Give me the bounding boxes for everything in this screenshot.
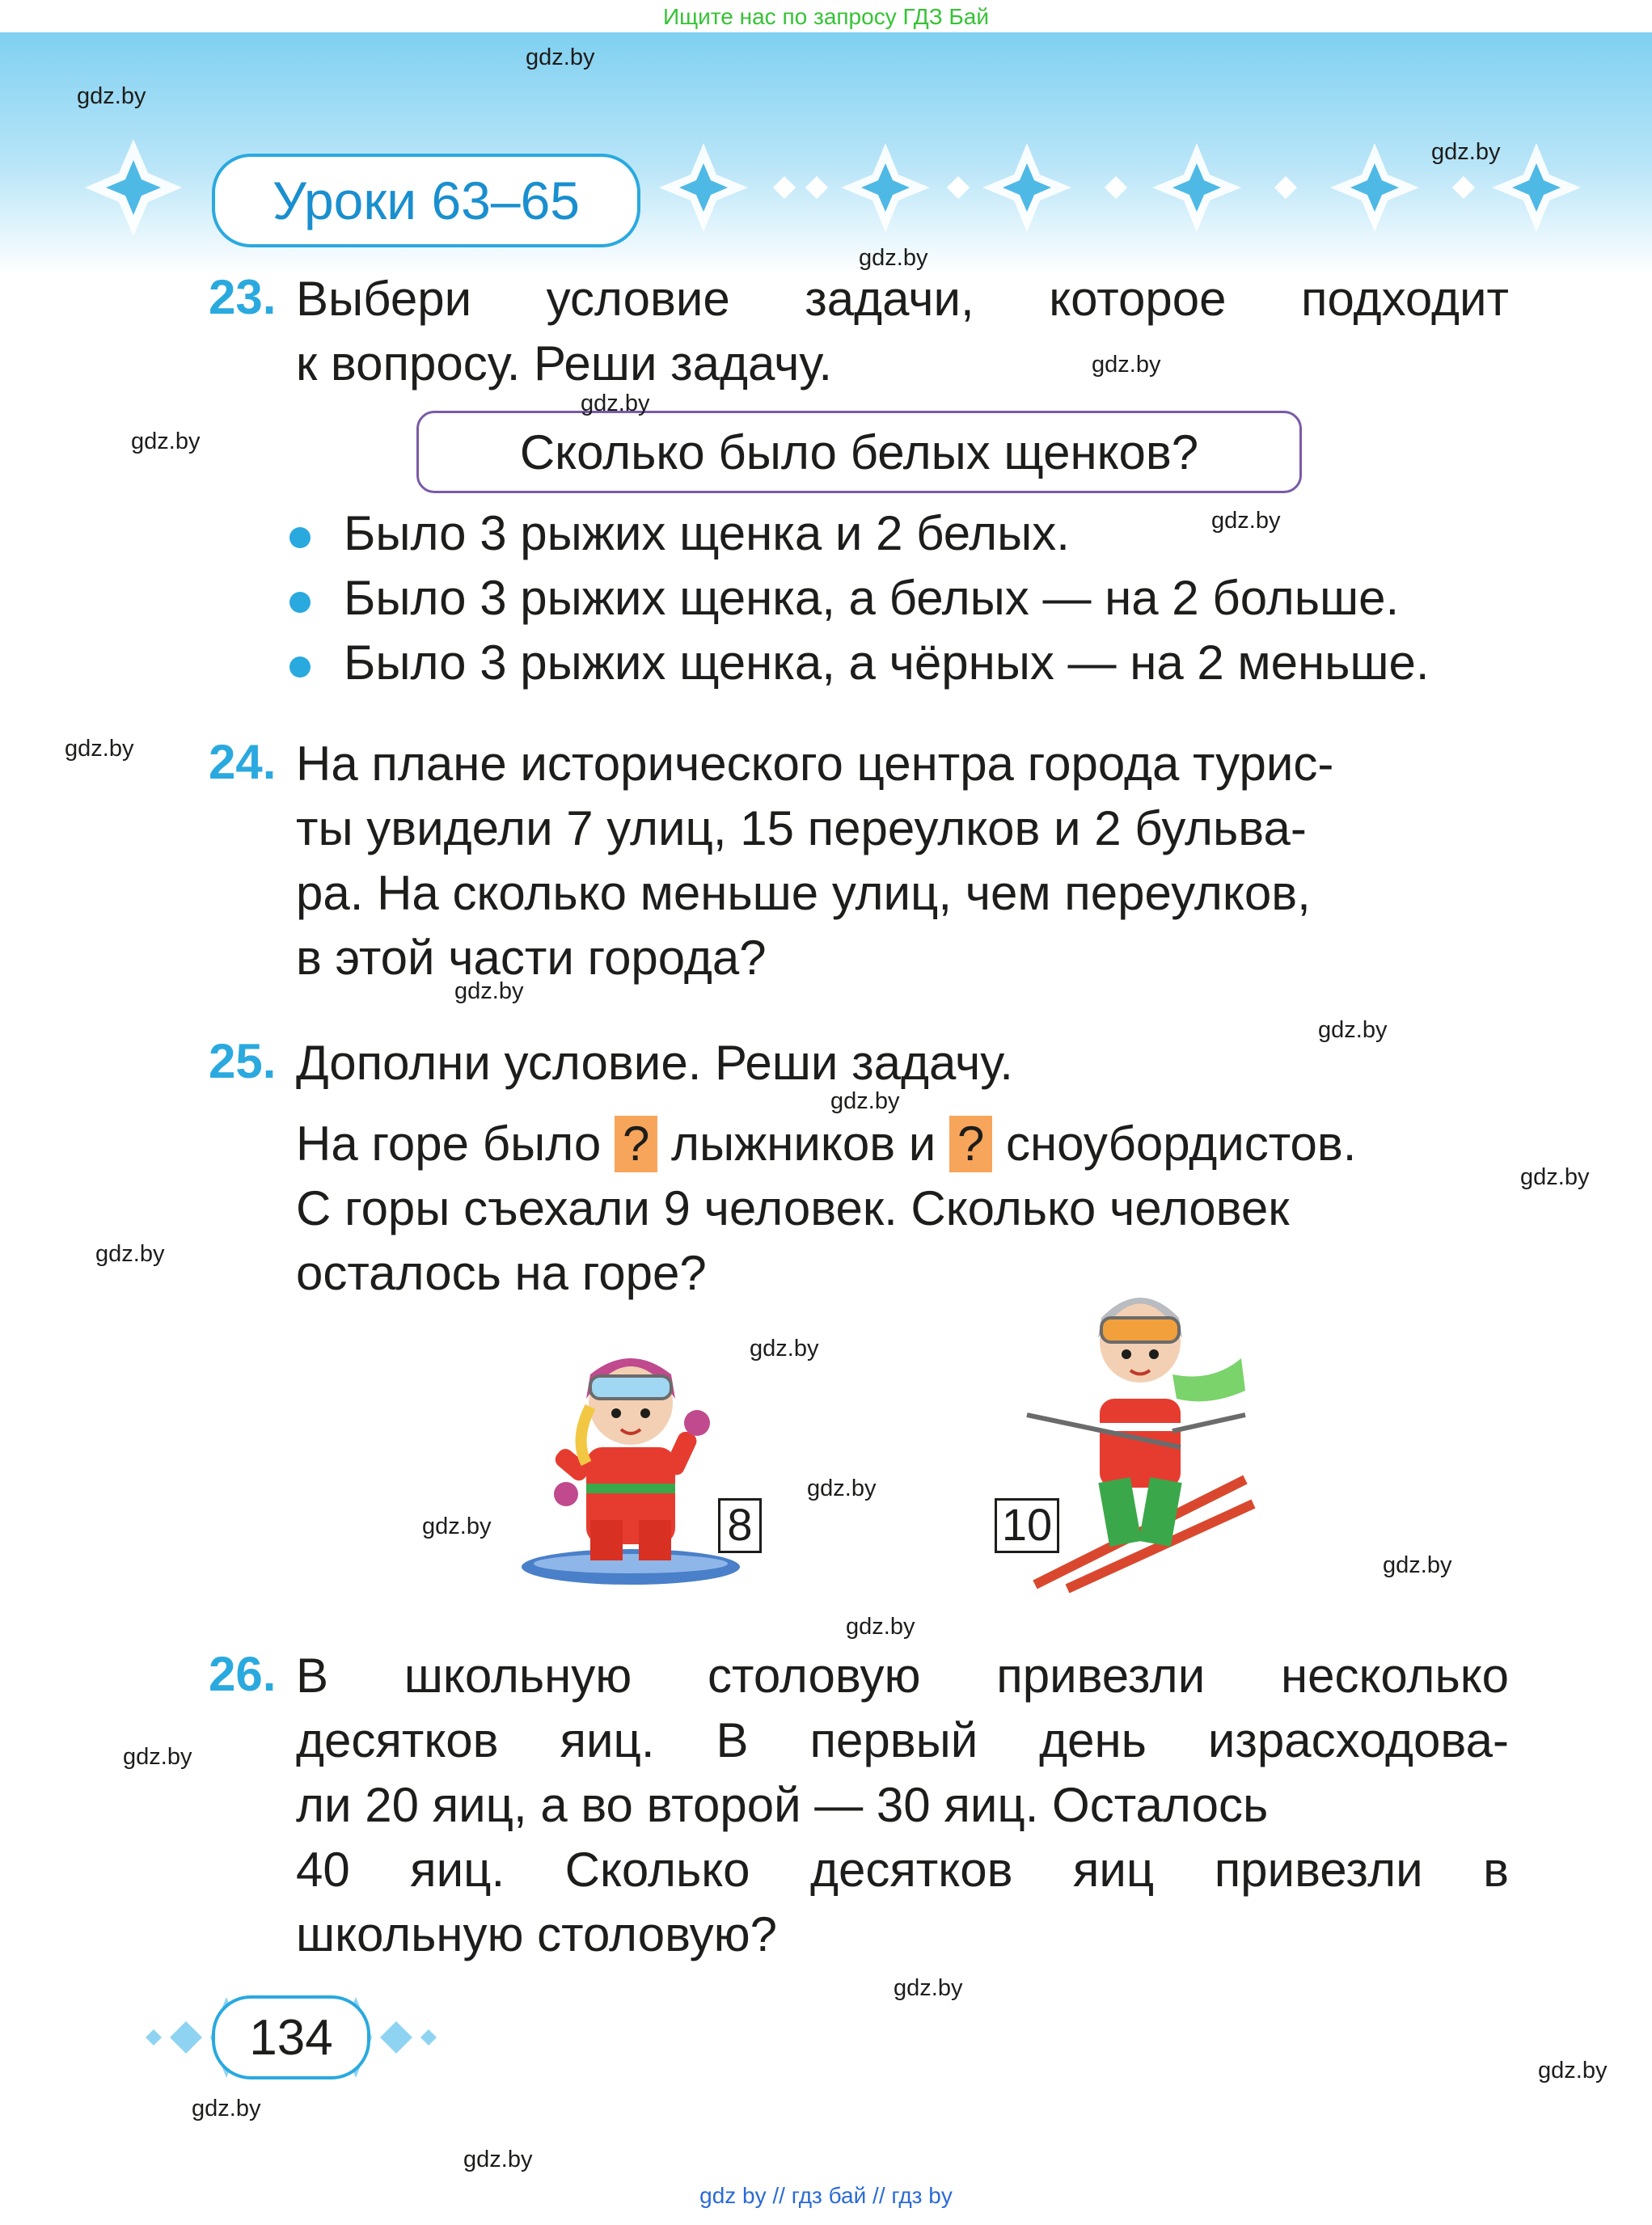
text-line: ра. На сколько меньше улиц, чем переулков,: [296, 866, 1311, 920]
watermark: gdz.by: [526, 44, 595, 70]
watermark: gdz.by: [1318, 1017, 1388, 1043]
text-line: школьную столовую?: [296, 1907, 778, 1961]
lesson-title: Уроки 63–65: [212, 154, 640, 247]
watermark: gdz.by: [1383, 1552, 1452, 1578]
snowboarders-count-box: 8: [718, 1498, 762, 1553]
watermark: gdz.by: [454, 978, 524, 1004]
word: яиц.: [410, 1843, 505, 1897]
text-line: [296, 1644, 1509, 1708]
task-24-number: 24.: [209, 735, 277, 789]
task-25-heading: Дополни условие. Реши задачу.: [296, 1036, 1013, 1090]
watermark: gdz.by: [830, 1088, 900, 1114]
bullet-icon: [289, 592, 311, 613]
skiers-count-box: 10: [995, 1498, 1059, 1553]
word: день: [1039, 1713, 1147, 1767]
task-26-text: [296, 1644, 1509, 1967]
word: задачи,: [805, 272, 974, 326]
text-segment: сноубордистов.: [1005, 1117, 1357, 1171]
watermark: gdz.by: [1211, 508, 1281, 534]
word: десятков: [809, 1843, 1013, 1897]
bullet-icon: [289, 657, 311, 678]
task-26-number: 26.: [209, 1647, 277, 1701]
watermark: gdz.by: [894, 1975, 963, 2001]
task-23-text: [296, 267, 1509, 396]
bottom-note: gdz by // гдз бай // гдз by: [699, 2183, 953, 2208]
word: В: [716, 1713, 749, 1767]
text-line: [296, 1708, 1509, 1773]
word: яиц.: [560, 1713, 655, 1767]
text-line: [296, 1112, 1509, 1176]
watermark: gdz.by: [750, 1336, 819, 1362]
word: Сколько: [564, 1843, 750, 1897]
text-line: [296, 267, 1509, 331]
text-segment: лыжников и: [670, 1117, 936, 1171]
word: несколько: [1280, 1649, 1509, 1703]
text-line: в этой части города?: [296, 931, 767, 985]
watermark: gdz.by: [131, 429, 201, 454]
word: в: [1483, 1843, 1509, 1897]
text-line: осталось на горе?: [296, 1246, 707, 1300]
watermark: gdz.by: [846, 1614, 915, 1640]
watermark: gdz.by: [807, 1476, 877, 1501]
word: столовую: [708, 1649, 921, 1703]
watermark: gdz.by: [77, 83, 146, 109]
watermark: gdz.by: [192, 2096, 261, 2122]
watermark: gdz.by: [422, 1514, 492, 1539]
text-line: С горы съехали 9 человек. Сколько человек: [296, 1181, 1290, 1235]
snowboarder-illustration: [509, 1310, 752, 1593]
text-line: На плане исторического центра города турис-: [296, 737, 1334, 791]
task-25-text: [296, 1112, 1509, 1306]
word: десятков: [296, 1713, 499, 1767]
word: привезли: [1214, 1843, 1423, 1897]
word: 40: [296, 1843, 350, 1897]
top-note: Ищите нас по запросу ГДЗ Бай: [662, 4, 990, 29]
text-segment: На горе было: [296, 1117, 602, 1171]
watermark: gdz.by: [581, 391, 650, 416]
watermark: gdz.by: [1520, 1164, 1590, 1190]
text-line: ты увидели 7 улиц, 15 переулков и 2 бульва-: [296, 801, 1307, 855]
watermark: gdz.by: [65, 736, 134, 762]
text-line: [296, 1838, 1509, 1902]
word: подходит: [1301, 272, 1509, 326]
word: которое: [1049, 272, 1227, 326]
word: привезли: [996, 1649, 1206, 1703]
watermark: gdz.by: [859, 245, 928, 271]
task-23-number: 23.: [209, 270, 277, 324]
watermark: gdz.by: [123, 1744, 192, 1770]
word: школьную: [403, 1649, 632, 1703]
word: Выбери: [296, 272, 472, 326]
word: В: [296, 1649, 329, 1703]
watermark: gdz.by: [1092, 352, 1161, 378]
watermark: gdz.by: [95, 1241, 165, 1267]
word: условие: [546, 272, 730, 326]
watermark: gdz.by: [1431, 139, 1501, 165]
bullet-icon: [289, 527, 311, 548]
missing-value-box: ?: [615, 1116, 657, 1172]
task-25-number: 25.: [209, 1034, 277, 1088]
word: яиц: [1072, 1843, 1155, 1897]
option-2: Было 3 рыжих щенка, а белых — на 2 больше.: [344, 571, 1400, 625]
option-3: Было 3 рыжих щенка, а чёрных — на 2 меньше.: [344, 635, 1430, 690]
watermark: gdz.by: [463, 2147, 533, 2172]
option-1: Было 3 рыжих щенка и 2 белых.: [344, 506, 1070, 560]
question-box: Сколько было белых щенков?: [416, 411, 1302, 493]
word: израсходова-: [1207, 1713, 1509, 1767]
missing-value-box: ?: [949, 1116, 992, 1172]
text-line: ли 20 яиц, а во второй — 30 яиц. Осталось: [296, 1778, 1269, 1832]
watermark: gdz.by: [1538, 2058, 1608, 2084]
task-24-text: [296, 732, 1509, 990]
word: первый: [809, 1713, 978, 1767]
text-line: к вопросу. Реши задачу.: [296, 336, 832, 391]
page-number: 134: [212, 1995, 370, 2079]
